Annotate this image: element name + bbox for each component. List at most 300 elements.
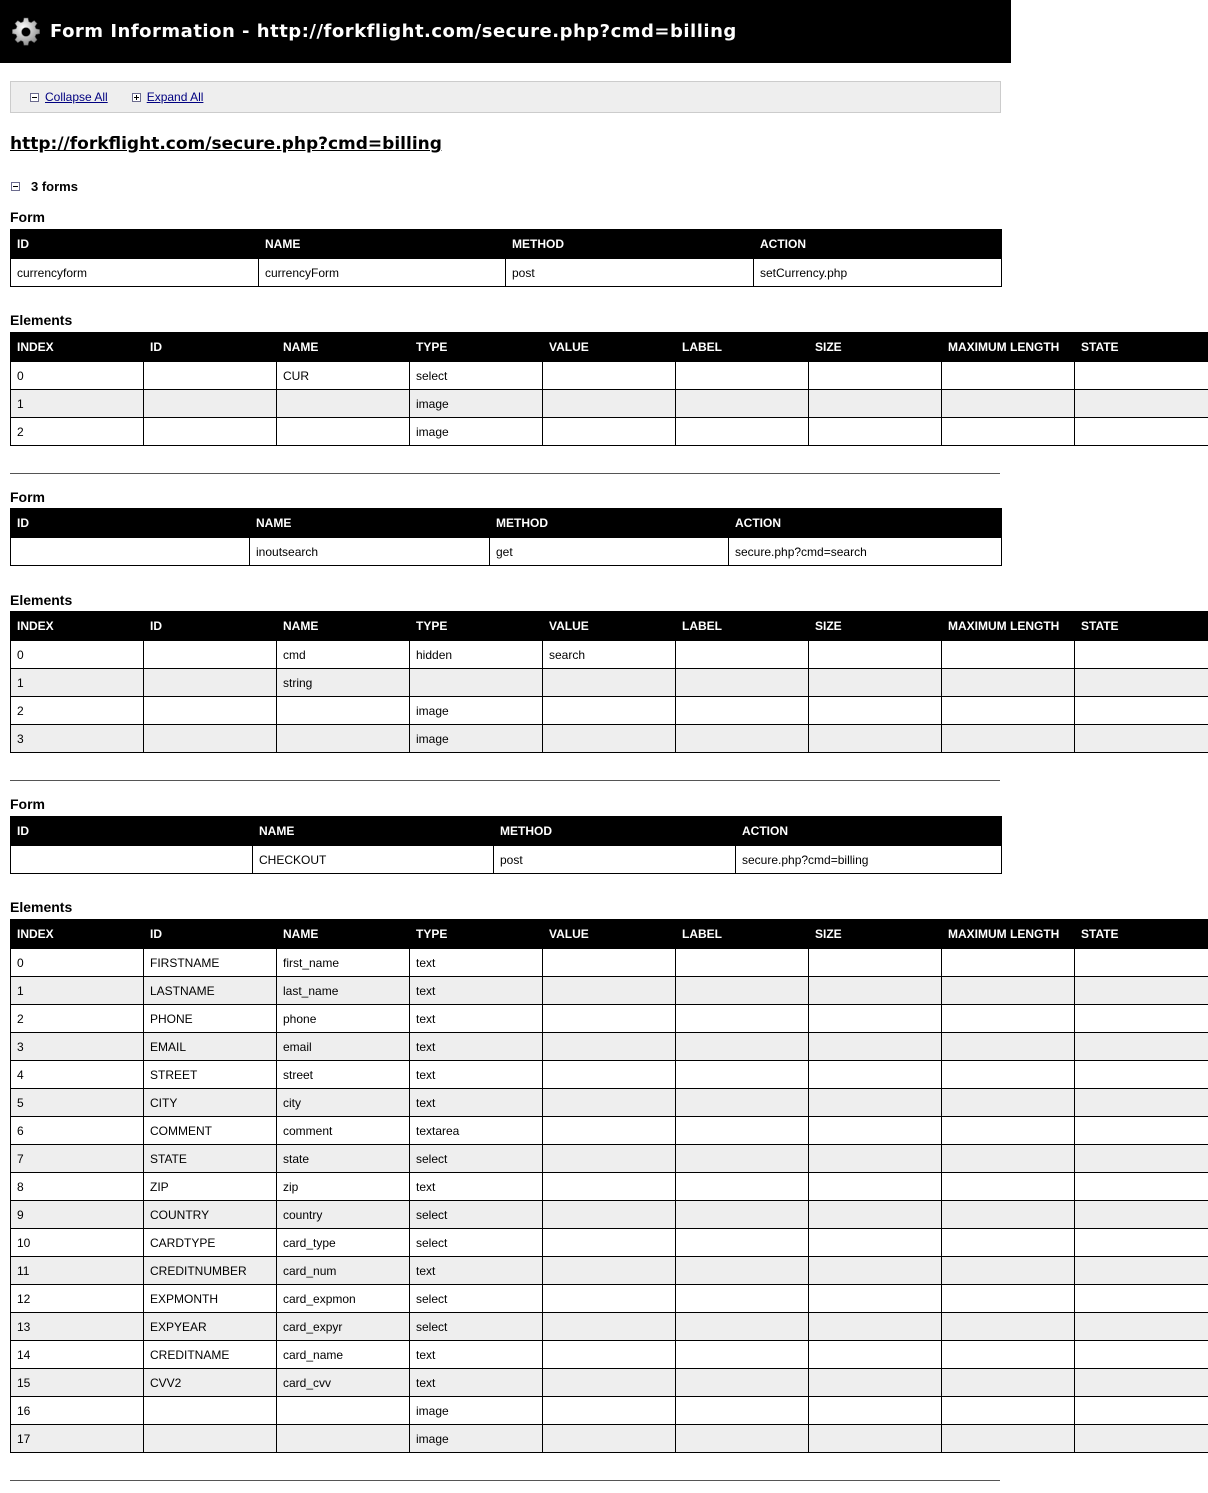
element-type-cell: select <box>410 362 543 390</box>
element-name-cell: card_cvv <box>277 1369 410 1397</box>
col-header-label: LABEL <box>676 612 809 641</box>
element-state-cell <box>1075 697 1208 725</box>
element-state-cell <box>1075 1257 1208 1285</box>
form-id-cell: currencyform <box>11 259 259 287</box>
element-max-length-cell <box>942 641 1075 669</box>
page-url-link[interactable]: http://forkflight.com/secure.php?cmd=billing <box>10 134 442 154</box>
element-id-cell: EMAIL <box>144 1033 277 1061</box>
element-max-length-cell <box>942 1341 1075 1369</box>
element-index-cell: 6 <box>11 1117 144 1145</box>
element-type-cell: text <box>410 1257 543 1285</box>
element-type-cell: textarea <box>410 1117 543 1145</box>
element-value-cell <box>543 362 676 390</box>
form-header-row <box>11 509 1002 538</box>
element-index-cell: 13 <box>11 1313 144 1341</box>
element-label-cell <box>676 1089 809 1117</box>
element-type-cell: text <box>410 949 543 977</box>
element-value-cell <box>543 669 676 697</box>
element-value-cell <box>543 1061 676 1089</box>
col-header-value: VALUE <box>543 920 676 949</box>
element-type-cell: select <box>410 1285 543 1313</box>
element-type-cell: text <box>410 1341 543 1369</box>
col-header-state: STATE <box>1075 333 1208 362</box>
form-method-cell: post <box>494 846 736 874</box>
element-type-cell: text <box>410 1089 543 1117</box>
element-state-cell <box>1075 1117 1208 1145</box>
element-row <box>11 1257 1208 1285</box>
element-size-cell <box>809 725 942 753</box>
element-size-cell <box>809 1369 942 1397</box>
element-type-cell: image <box>410 697 543 725</box>
element-state-cell <box>1075 1201 1208 1229</box>
element-label-cell <box>676 1397 809 1425</box>
element-id-cell <box>144 362 277 390</box>
col-header-action: ACTION <box>754 230 1002 259</box>
col-header-max-length: MAXIMUM LENGTH <box>942 920 1075 949</box>
element-name-cell <box>277 418 410 446</box>
element-state-cell <box>1075 1061 1208 1089</box>
element-name-cell <box>277 1397 410 1425</box>
element-row <box>11 1033 1208 1061</box>
element-size-cell <box>809 390 942 418</box>
element-type-cell: text <box>410 1369 543 1397</box>
element-row <box>11 1061 1208 1089</box>
collapse-all-button[interactable] <box>30 90 108 104</box>
element-type-cell: image <box>410 418 543 446</box>
form-header-row <box>11 230 1002 259</box>
element-value-cell <box>543 390 676 418</box>
element-name-cell: country <box>277 1201 410 1229</box>
element-name-cell: card_num <box>277 1257 410 1285</box>
element-row <box>11 1341 1208 1369</box>
col-header-name: NAME <box>277 612 410 641</box>
element-max-length-cell <box>942 362 1075 390</box>
element-size-cell <box>809 669 942 697</box>
element-type-cell: text <box>410 1173 543 1201</box>
element-value-cell: search <box>543 641 676 669</box>
elements-table <box>10 332 1208 446</box>
element-value-cell <box>543 1313 676 1341</box>
element-size-cell <box>809 1145 942 1173</box>
form-method-cell: get <box>490 538 729 566</box>
toolbar <box>10 81 1001 113</box>
element-index-cell: 3 <box>11 725 144 753</box>
element-size-cell <box>809 1257 942 1285</box>
element-index-cell: 16 <box>11 1397 144 1425</box>
element-id-cell <box>144 641 277 669</box>
element-index-cell: 1 <box>11 390 144 418</box>
element-id-cell: EXPYEAR <box>144 1313 277 1341</box>
element-label-cell <box>676 725 809 753</box>
element-name-cell: last_name <box>277 977 410 1005</box>
element-type-cell: select <box>410 1201 543 1229</box>
element-max-length-cell <box>942 1313 1075 1341</box>
element-label-cell <box>676 1117 809 1145</box>
element-index-cell: 2 <box>11 697 144 725</box>
element-label-cell <box>676 669 809 697</box>
element-index-cell: 2 <box>11 1005 144 1033</box>
element-label-cell <box>676 1145 809 1173</box>
element-size-cell <box>809 1201 942 1229</box>
element-max-length-cell <box>942 1369 1075 1397</box>
col-header-label: LABEL <box>676 333 809 362</box>
element-size-cell <box>809 1425 942 1453</box>
element-label-cell <box>676 1285 809 1313</box>
form-label: Form <box>10 796 45 812</box>
element-state-cell <box>1075 949 1208 977</box>
col-header-method: METHOD <box>506 230 754 259</box>
col-header-id: ID <box>11 817 253 846</box>
element-id-cell <box>144 1397 277 1425</box>
form-header-row <box>11 817 1002 846</box>
element-label-cell <box>676 1341 809 1369</box>
element-id-cell: CARDTYPE <box>144 1229 277 1257</box>
expand-all-label: Expand All <box>146 90 204 104</box>
element-value-cell <box>543 1033 676 1061</box>
elements-table <box>10 919 1208 1453</box>
element-index-cell: 5 <box>11 1089 144 1117</box>
col-header-size: SIZE <box>809 920 942 949</box>
element-label-cell <box>676 1061 809 1089</box>
element-id-cell: ZIP <box>144 1173 277 1201</box>
col-header-name: NAME <box>253 817 494 846</box>
element-type-cell: image <box>410 1425 543 1453</box>
col-header-state: STATE <box>1075 612 1208 641</box>
element-size-cell <box>809 641 942 669</box>
form-method-cell: post <box>506 259 754 287</box>
element-id-cell: EXPMONTH <box>144 1285 277 1313</box>
element-max-length-cell <box>942 1201 1075 1229</box>
element-id-cell <box>144 725 277 753</box>
element-value-cell <box>543 1285 676 1313</box>
element-state-cell <box>1075 725 1208 753</box>
element-size-cell <box>809 1397 942 1425</box>
element-value-cell <box>543 1229 676 1257</box>
element-size-cell <box>809 1313 942 1341</box>
element-name-cell: comment <box>277 1117 410 1145</box>
element-row <box>11 1117 1208 1145</box>
element-id-cell: CITY <box>144 1089 277 1117</box>
element-max-length-cell <box>942 1173 1075 1201</box>
element-index-cell: 2 <box>11 418 144 446</box>
col-header-value: VALUE <box>543 333 676 362</box>
element-value-cell <box>543 1341 676 1369</box>
form-label: Form <box>10 209 45 225</box>
element-label-cell <box>676 1425 809 1453</box>
element-type-cell: text <box>410 1061 543 1089</box>
element-state-cell <box>1075 1397 1208 1425</box>
element-state-cell <box>1075 390 1208 418</box>
element-state-cell <box>1075 1033 1208 1061</box>
elements-label: Elements <box>10 312 73 328</box>
element-label-cell <box>676 641 809 669</box>
element-state-cell <box>1075 1341 1208 1369</box>
forms-count-label: 3 forms <box>31 179 78 194</box>
col-header-size: SIZE <box>809 612 942 641</box>
col-header-action: ACTION <box>729 509 1002 538</box>
element-row <box>11 669 1208 697</box>
col-header-value: VALUE <box>543 612 676 641</box>
element-value-cell <box>543 1173 676 1201</box>
element-name-cell <box>277 725 410 753</box>
col-header-type: TYPE <box>410 612 543 641</box>
form-name-cell: currencyForm <box>259 259 506 287</box>
element-name-cell: card_expyr <box>277 1313 410 1341</box>
element-id-cell <box>144 669 277 697</box>
element-size-cell <box>809 977 942 1005</box>
element-type-cell: select <box>410 1229 543 1257</box>
col-header-label: LABEL <box>676 920 809 949</box>
element-max-length-cell <box>942 1117 1075 1145</box>
form-id-cell <box>11 846 253 874</box>
element-index-cell: 10 <box>11 1229 144 1257</box>
element-index-cell: 11 <box>11 1257 144 1285</box>
element-type-cell: image <box>410 1397 543 1425</box>
element-state-cell <box>1075 669 1208 697</box>
element-label-cell <box>676 697 809 725</box>
element-index-cell: 12 <box>11 1285 144 1313</box>
element-index-cell: 7 <box>11 1145 144 1173</box>
element-value-cell <box>543 697 676 725</box>
element-row <box>11 1173 1208 1201</box>
element-index-cell: 1 <box>11 977 144 1005</box>
element-index-cell: 0 <box>11 362 144 390</box>
col-header-size: SIZE <box>809 333 942 362</box>
element-size-cell <box>809 418 942 446</box>
elements-header-row <box>11 333 1208 362</box>
element-label-cell <box>676 1173 809 1201</box>
element-id-cell: STATE <box>144 1145 277 1173</box>
element-max-length-cell <box>942 418 1075 446</box>
element-size-cell <box>809 362 942 390</box>
form-action-cell: secure.php?cmd=billing <box>736 846 1002 874</box>
col-header-id: ID <box>11 509 250 538</box>
col-header-name: NAME <box>277 920 410 949</box>
element-name-cell: CUR <box>277 362 410 390</box>
element-size-cell <box>809 697 942 725</box>
form-info-row <box>11 846 1002 874</box>
element-label-cell <box>676 1033 809 1061</box>
element-type-cell <box>410 669 543 697</box>
expand-all-button[interactable] <box>132 90 204 104</box>
element-type-cell: image <box>410 725 543 753</box>
element-type-cell: text <box>410 1033 543 1061</box>
form-info-table <box>10 508 1002 566</box>
element-row <box>11 1201 1208 1229</box>
element-value-cell <box>543 1201 676 1229</box>
form-info-table <box>10 229 1002 287</box>
element-name-cell: state <box>277 1145 410 1173</box>
elements-header-row <box>11 612 1208 641</box>
element-max-length-cell <box>942 725 1075 753</box>
element-row <box>11 390 1208 418</box>
element-max-length-cell <box>942 390 1075 418</box>
col-header-max-length: MAXIMUM LENGTH <box>942 612 1075 641</box>
collapse-minus-icon <box>30 93 39 102</box>
element-id-cell: STREET <box>144 1061 277 1089</box>
element-value-cell <box>543 725 676 753</box>
element-index-cell: 15 <box>11 1369 144 1397</box>
col-header-name: NAME <box>259 230 506 259</box>
element-row <box>11 1397 1208 1425</box>
section-divider <box>10 1480 1000 1481</box>
element-label-cell <box>676 1005 809 1033</box>
element-state-cell <box>1075 1005 1208 1033</box>
element-state-cell <box>1075 977 1208 1005</box>
element-max-length-cell <box>942 1285 1075 1313</box>
col-header-name: NAME <box>250 509 490 538</box>
element-max-length-cell <box>942 1061 1075 1089</box>
element-state-cell <box>1075 1425 1208 1453</box>
elements-table <box>10 611 1208 753</box>
element-size-cell <box>809 1005 942 1033</box>
forms-count-toggle[interactable] <box>11 179 78 194</box>
element-row <box>11 1425 1208 1453</box>
element-max-length-cell <box>942 1089 1075 1117</box>
element-state-cell <box>1075 641 1208 669</box>
element-row <box>11 1313 1208 1341</box>
element-state-cell <box>1075 1173 1208 1201</box>
element-max-length-cell <box>942 949 1075 977</box>
element-index-cell: 17 <box>11 1425 144 1453</box>
element-name-cell: card_type <box>277 1229 410 1257</box>
header-bar <box>0 0 1011 63</box>
element-row <box>11 362 1208 390</box>
element-id-cell <box>144 390 277 418</box>
element-state-cell <box>1075 1145 1208 1173</box>
element-row <box>11 418 1208 446</box>
element-max-length-cell <box>942 977 1075 1005</box>
element-label-cell <box>676 1369 809 1397</box>
element-state-cell <box>1075 1285 1208 1313</box>
col-header-index: INDEX <box>11 920 144 949</box>
element-state-cell <box>1075 418 1208 446</box>
element-max-length-cell <box>942 697 1075 725</box>
element-size-cell <box>809 1341 942 1369</box>
col-header-id: ID <box>144 333 277 362</box>
element-row <box>11 1089 1208 1117</box>
element-state-cell <box>1075 362 1208 390</box>
element-name-cell: string <box>277 669 410 697</box>
element-row <box>11 1369 1208 1397</box>
element-id-cell: COMMENT <box>144 1117 277 1145</box>
element-id-cell: PHONE <box>144 1005 277 1033</box>
col-header-type: TYPE <box>410 920 543 949</box>
element-type-cell: image <box>410 390 543 418</box>
element-name-cell <box>277 390 410 418</box>
element-value-cell <box>543 418 676 446</box>
form-name-cell: CHECKOUT <box>253 846 494 874</box>
element-label-cell <box>676 1201 809 1229</box>
col-header-state: STATE <box>1075 920 1208 949</box>
col-header-id: ID <box>144 612 277 641</box>
element-name-cell: first_name <box>277 949 410 977</box>
element-type-cell: text <box>410 1005 543 1033</box>
element-index-cell: 14 <box>11 1341 144 1369</box>
element-label-cell <box>676 949 809 977</box>
element-type-cell: select <box>410 1313 543 1341</box>
element-row <box>11 1145 1208 1173</box>
element-name-cell <box>277 1425 410 1453</box>
element-name-cell: phone <box>277 1005 410 1033</box>
col-header-id: ID <box>11 230 259 259</box>
element-label-cell <box>676 418 809 446</box>
element-index-cell: 0 <box>11 949 144 977</box>
element-name-cell: card_expmon <box>277 1285 410 1313</box>
form-action-cell: secure.php?cmd=search <box>729 538 1002 566</box>
element-index-cell: 0 <box>11 641 144 669</box>
collapse-minus-icon <box>11 182 20 191</box>
element-size-cell <box>809 1229 942 1257</box>
element-row <box>11 949 1208 977</box>
element-size-cell <box>809 1173 942 1201</box>
col-header-max-length: MAXIMUM LENGTH <box>942 333 1075 362</box>
form-action-cell: setCurrency.php <box>754 259 1002 287</box>
element-row <box>11 1229 1208 1257</box>
element-size-cell <box>809 1117 942 1145</box>
col-header-method: METHOD <box>494 817 736 846</box>
col-header-name: NAME <box>277 333 410 362</box>
element-name-cell: zip <box>277 1173 410 1201</box>
element-name-cell: email <box>277 1033 410 1061</box>
element-state-cell <box>1075 1229 1208 1257</box>
element-size-cell <box>809 949 942 977</box>
element-value-cell <box>543 1089 676 1117</box>
element-value-cell <box>543 1005 676 1033</box>
element-id-cell <box>144 418 277 446</box>
element-value-cell <box>543 1425 676 1453</box>
element-id-cell <box>144 1425 277 1453</box>
element-state-cell <box>1075 1313 1208 1341</box>
element-value-cell <box>543 1145 676 1173</box>
element-size-cell <box>809 1089 942 1117</box>
element-label-cell <box>676 1313 809 1341</box>
element-max-length-cell <box>942 1397 1075 1425</box>
element-name-cell: city <box>277 1089 410 1117</box>
element-label-cell <box>676 362 809 390</box>
form-label: Form <box>10 489 45 505</box>
element-label-cell <box>676 977 809 1005</box>
element-id-cell: CREDITNAME <box>144 1341 277 1369</box>
element-index-cell: 8 <box>11 1173 144 1201</box>
element-label-cell <box>676 390 809 418</box>
element-index-cell: 1 <box>11 669 144 697</box>
element-index-cell: 9 <box>11 1201 144 1229</box>
expand-plus-icon <box>132 93 141 102</box>
element-id-cell: CVV2 <box>144 1369 277 1397</box>
element-type-cell: select <box>410 1145 543 1173</box>
collapse-all-label: Collapse All <box>45 90 108 104</box>
element-type-cell: hidden <box>410 641 543 669</box>
element-index-cell: 4 <box>11 1061 144 1089</box>
element-row <box>11 725 1208 753</box>
element-row <box>11 641 1208 669</box>
element-id-cell: COUNTRY <box>144 1201 277 1229</box>
element-label-cell <box>676 1257 809 1285</box>
section-divider <box>10 780 1000 781</box>
element-value-cell <box>543 1369 676 1397</box>
element-index-cell: 3 <box>11 1033 144 1061</box>
element-id-cell: LASTNAME <box>144 977 277 1005</box>
col-header-method: METHOD <box>490 509 729 538</box>
element-value-cell <box>543 949 676 977</box>
element-max-length-cell <box>942 1145 1075 1173</box>
col-header-index: INDEX <box>11 612 144 641</box>
element-state-cell <box>1075 1369 1208 1397</box>
element-state-cell <box>1075 1089 1208 1117</box>
element-max-length-cell <box>942 1257 1075 1285</box>
form-info-row <box>11 538 1002 566</box>
